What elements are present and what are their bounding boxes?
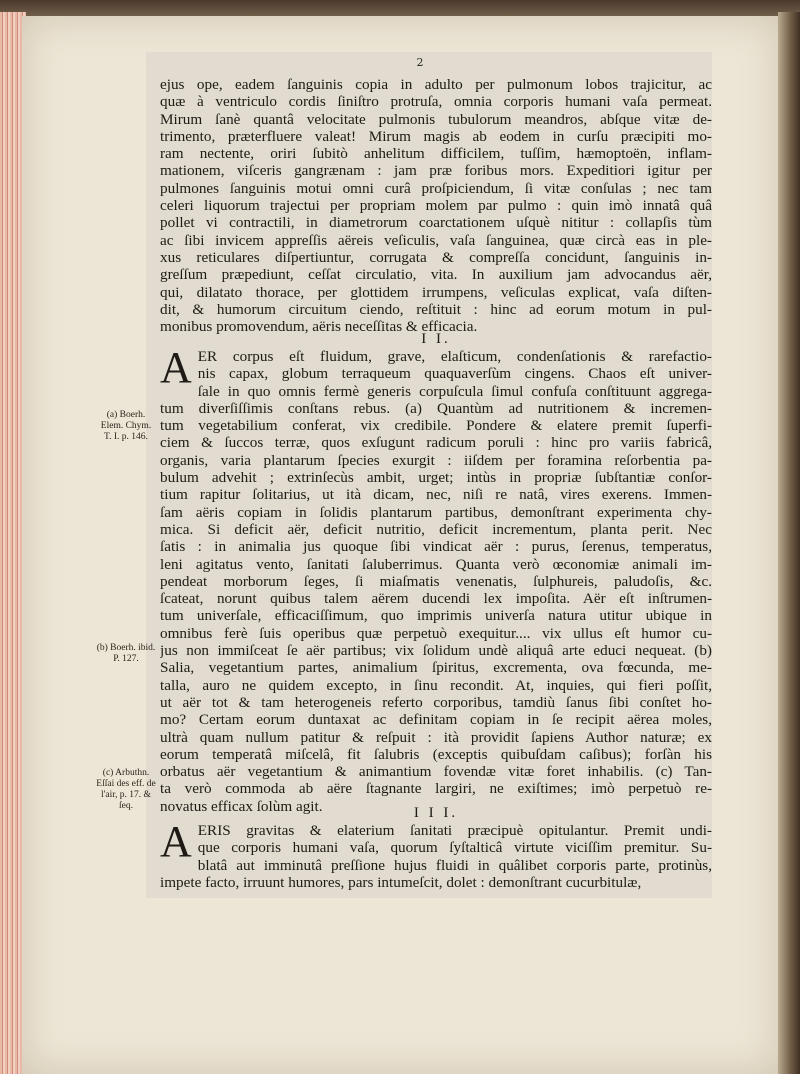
text-line: ram nectente, oriri ſubitò anhelitum difficilem, tuſſim, hæmoptoën, inflam-: [160, 145, 712, 163]
paragraph-2-lines: [160, 343, 712, 815]
text-line: ciem & ſuccos terræ, quos exſugunt radicum poruli : hinc pro variis fabricâ,: [160, 434, 712, 452]
paragraph-3: [160, 817, 712, 891]
text-line: tum vegetabilium conferat, vix credibile. Pondere & elatere premit ſuperfi-: [160, 417, 712, 435]
text-line: eorum temperatâ miſcelâ, fit ſalubris (exceptis quibuſdam caſibus); forſàn his: [160, 745, 712, 763]
text-line: talla, auro ne quidem excepto, in ſinu recondit. At, inquies, qui fieri poſſit,: [160, 676, 712, 694]
paragraph-2: [160, 343, 712, 815]
paragraph-1: [160, 76, 712, 335]
text-line: xus reticulares diſpertiuntur, corrugata & compreſſa concidunt, ſanguinis in-: [160, 248, 712, 266]
text-line: impete facto, irruunt humores, pars intumeſcit, dolet : demonſtrant cucurbitulæ,: [160, 873, 642, 891]
text-line: quæ à ventriculo cordis ſiniſtro protruſa, omnia corporis humani vaſa permeat.: [160, 93, 712, 111]
drop-cap: A: [160, 817, 192, 866]
text-line: qui, dilatato thorace, per glottidem irrumpens, veſiculas explicat, vaſa diſten-: [160, 283, 712, 301]
section-heading-2: I I.: [421, 331, 451, 347]
text-line: orbatus aër vegetantium & animantium fovendæ vitæ foret inhabilis. (c) Tan-: [160, 763, 712, 781]
text-line: monibus promovendum, aëris neceſſitas & efficacia.: [160, 318, 478, 336]
text-line: que corporis humani vaſa, quorum ſyſtalticâ virtute viciſſim premitur. Su-: [197, 839, 712, 857]
page-edge-right: [778, 12, 800, 1074]
text-line: ſcateat, norunt quibus talem aërem ducendi lex impoſita. Aër eſt inſtrumen-: [160, 590, 712, 608]
section-heading-3: I I I.: [413, 805, 459, 821]
text-line: ta verò commoda ab aëre ſtagnante largiri, ne exiſtimes; imò perpetuò re-: [160, 780, 712, 798]
text-line: omnibus ferè ſuis operibus quæ perpetuò exequitur.... vix ullus eſt humor cu-: [160, 624, 712, 642]
text-line: ſale in quo omnis fermè generis corpuſcula ſimul confuſa conſtituunt aggrega-: [197, 382, 712, 400]
text-line: nis capax, globum terraqueum quaquaverſùm cingens. Chaos eſt univer-: [197, 365, 712, 383]
text-line: ut aër tot & tam heterogeneis referto corporibus, tamdiù ſanus ſibi conſtet ho-: [160, 693, 712, 711]
text-line: tium rapitur ſolitarius, ut ità dicam, nec, niſi re natâ, vires exerens. Immen-: [160, 486, 712, 504]
text-line: ſam aëris copiam in ſolidis plantarum partibus, demonſtrant experimenta chy-: [160, 503, 712, 521]
drop-cap: A: [160, 343, 192, 392]
text-line: trimento, præterfluere valeat! Mirum magis ab eodem in curſu præcipiti mo-: [160, 127, 712, 145]
text-line: ejus ope, eadem ſanguinis copia in adulto per pulmonum lobos trajicitur, ac: [160, 76, 712, 93]
text-line: ultrà quam nullum patitur & reſpuit : ità providit ſapiens Author naturæ; ex: [160, 728, 712, 746]
text-line: ER corpus eſt fluidum, grave, elaſticum, condenſationis & rarefactio-: [197, 348, 712, 365]
text-line: Salia, vegetantium partes, animalium ſpiritus, excrementa, ova fœcunda, me-: [160, 659, 712, 677]
text-line: celeri liquorum trajectui per propriam molem par pulmo : quin imò innatâ quâ: [160, 197, 712, 215]
text-line: organis, varia plantarum ſpecies exurgit : iiſdem per foramina reſorbentia pa-: [160, 451, 712, 469]
margin-note-a: (a) Boerh. Elem. Chym. T. I. p. 146.: [100, 410, 152, 442]
text-line: mationem, viſceris gangrænam : jam præ foribus mors. Expeditiori igitur per: [160, 162, 712, 180]
page-number: 2: [416, 56, 424, 69]
text-line: mica. Si deficit aër, deficit nutritio, deficit incrementum, planta perit. Nec: [160, 520, 712, 538]
text-line: tum diverſiſſimis conſtans rebus. (a) Quantùm ad nutritionem & incremen-: [160, 399, 712, 417]
margin-note-b: (b) Boerh. ibid. P. 127.: [96, 643, 156, 664]
text-line: ſatis : in animalia jus quoque ſibi vindicat aër : purus, ſerenus, temperatus,: [160, 538, 712, 556]
text-line: Mirum ſanè quantâ velocitate pulmonis tubulorum meandros, abſque vitæ de-: [160, 110, 712, 128]
text-line: bulum advehit ; extrinſecùs ambit, urget; intùs in propriæ ſubſtantiæ conſor-: [160, 469, 712, 487]
margin-note-c: (c) Arbuthn. Eſſai des eff. de l'air, p. 17. & ſeq.: [96, 768, 156, 811]
text-line: ERIS gravitas & elaterium ſanitati præcipuè opitulantur. Premit undi-: [197, 822, 712, 839]
text-line: blatâ aut imminutâ preſſione hujus fluidi in quâlibet corporis parte, protinùs,: [197, 856, 712, 874]
text-line: pendeat morborum ſeges, ſi miaſmatis venenatis, ſulphureis, paludoſis, &c.: [160, 572, 712, 590]
text-line: jus non immiſceat ſe aër partibus; vix ſolidum undè aliquâ arte educi nequeat. (b): [160, 642, 712, 660]
text-line: ac ſibi invicem appreſſis aëreis veſiculis, vaſa ſanguinea, quæ circà eas in ple-: [160, 231, 712, 249]
text-line: tum univerſale, efficaciſſimum, quo imprimis univerſa natura utitur ubique in: [160, 607, 712, 625]
text-line: greſſum præpediunt, ceſſat circulatio, vita. In auxilium jam advocandus aër,: [160, 266, 712, 284]
text-line: mo? Certam eorum duntaxat ac definitam copiam in ſe recipit aërea moles,: [160, 711, 712, 729]
text-line: dit, & humorum circuitum ciendo, reſtituit : hinc ad eorum motum in pul-: [160, 300, 712, 318]
paragraph-3-lines: [160, 817, 712, 891]
text-line: pulmones ſanguinis motui omni curâ proſpiciendum, ſi vitæ conſulas ; nec tam: [160, 179, 712, 197]
text-line: novatus efficax ſolùm agit.: [160, 797, 323, 815]
text-line: leni agitatus vento, ſanitati ſaluberrimus. Quanta verò œconomiæ animali im-: [160, 555, 712, 573]
text-line: pollet vi contractili, in diametrorum coarctationem uſquè nititur : collapſis tùm: [160, 214, 712, 232]
